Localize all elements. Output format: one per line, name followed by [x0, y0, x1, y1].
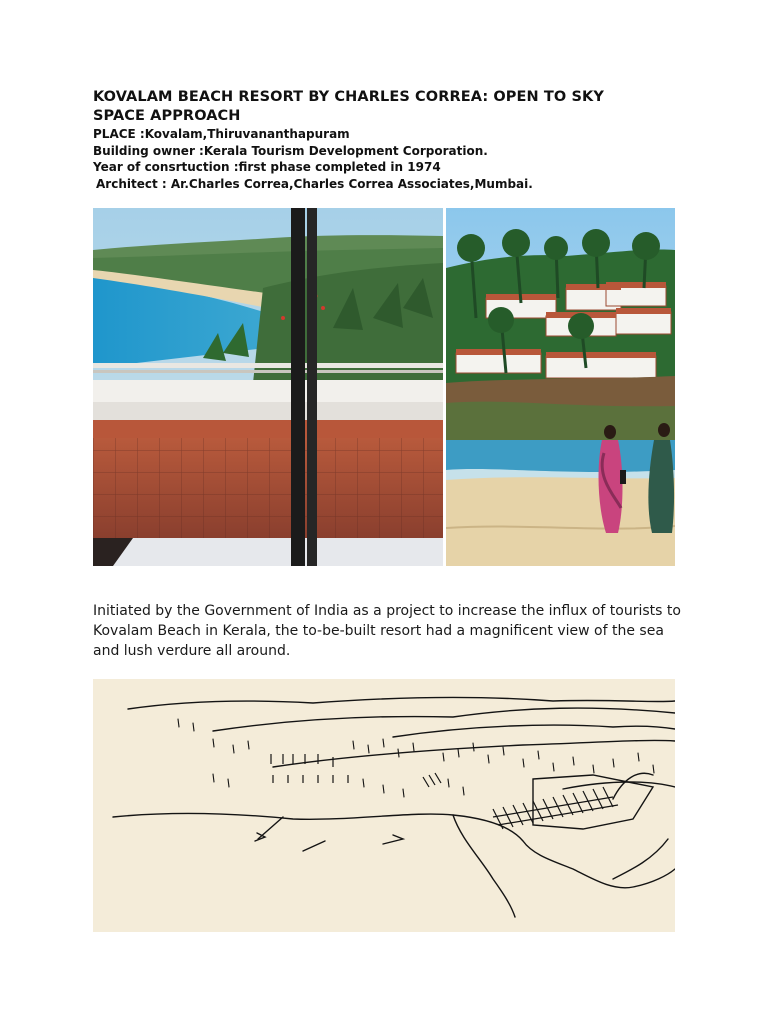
document-header — [93, 88, 653, 192]
meta-year-of-construction: Year of consrtuction :first phase completed in 1974 — [93, 160, 441, 174]
meta-architect: Architect : Ar.Charles Correa,Charles Correa Associates,Mumbai. — [96, 176, 533, 191]
terrace-sea-view-photo — [93, 208, 443, 566]
site-sketch-drawing — [93, 679, 675, 932]
resort-beach-photo — [446, 208, 675, 566]
meta-building-owner: Building owner :Kerala Tourism Development Corporation. — [93, 143, 488, 158]
meta-place: PLACE :Kovalam,Thiruvananthapuram — [93, 127, 350, 141]
document-title: KOVALAM BEACH RESORT BY CHARLES CORREA: OPEN TO SKY SPACE APPROACH — [93, 89, 604, 124]
intro-paragraph: Initiated by the Government of India as a project to increase the influx of tourists to Kovalam Beach in Kerala, the to-be-built resort had a magnificent view of the sea and lush verdure all around. — [93, 603, 681, 659]
